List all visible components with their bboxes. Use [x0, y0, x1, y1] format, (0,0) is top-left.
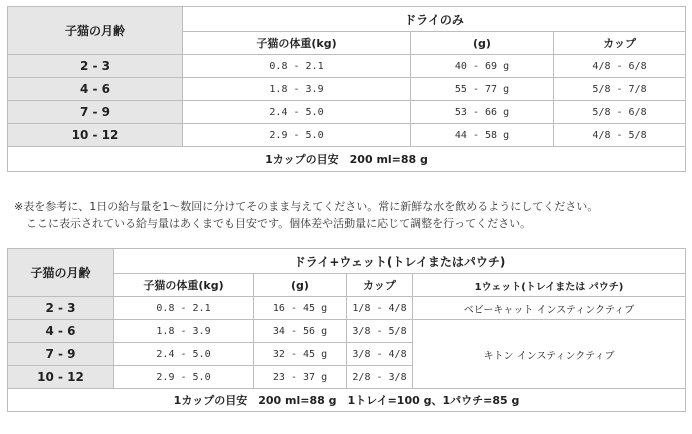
age-cell: 7 - 9	[8, 343, 114, 366]
weight-cell: 1.8 - 3.9	[114, 320, 254, 343]
cup-cell: 3/8 - 5/8	[347, 320, 413, 343]
dry-wet-feeding-table	[7, 248, 686, 412]
grams-column-header: (g)	[411, 32, 554, 55]
cup-cell: 5/8 - 7/8	[554, 78, 686, 101]
age-header: 子猫の月齢	[8, 7, 183, 55]
table-row	[8, 297, 686, 320]
wet-column-header: 1ウェット(トレイまたは パウチ)	[413, 274, 686, 297]
cup-measure-footer: 1カップの目安 200 ml=88 g	[8, 147, 686, 172]
cup-column-header: カップ	[347, 274, 413, 297]
cup-cell: 4/8 - 5/8	[554, 124, 686, 147]
grams-cell: 44 - 58 g	[411, 124, 554, 147]
age-cell: 10 - 12	[8, 366, 114, 389]
weight-column-header: 子猫の体重(kg)	[183, 32, 411, 55]
table-row	[8, 101, 686, 124]
note-line-2: ここに表示されている給与量はあくまでも目安です。個体差や活動量に応じて調整を行ってください。	[26, 217, 532, 230]
grams-cell: 55 - 77 g	[411, 78, 554, 101]
group-header: ドライのみ	[183, 7, 686, 32]
age-cell: 7 - 9	[8, 101, 183, 124]
grams-cell: 40 - 69 g	[411, 55, 554, 78]
weight-cell: 2.4 - 5.0	[114, 343, 254, 366]
table-row	[8, 55, 686, 78]
weight-cell: 0.8 - 2.1	[114, 297, 254, 320]
cup-cell: 5/8 - 6/8	[554, 101, 686, 124]
weight-cell: 1.8 - 3.9	[183, 78, 411, 101]
cup-cell: 4/8 - 6/8	[554, 55, 686, 78]
table-row	[8, 320, 686, 343]
cup-cell: 2/8 - 3/8	[347, 366, 413, 389]
weight-cell: 2.9 - 5.0	[114, 366, 254, 389]
grams-cell: 16 - 45 g	[254, 297, 347, 320]
feeding-notes	[14, 198, 684, 232]
wet-product-cell: ベビーキャット インスティンクティブ	[413, 297, 686, 320]
age-cell: 4 - 6	[8, 78, 183, 101]
age-cell: 2 - 3	[8, 55, 183, 78]
cup-cell: 1/8 - 4/8	[347, 297, 413, 320]
age-header: 子猫の月齢	[8, 249, 114, 297]
age-cell: 4 - 6	[8, 320, 114, 343]
weight-cell: 2.4 - 5.0	[183, 101, 411, 124]
weight-cell: 2.9 - 5.0	[183, 124, 411, 147]
grams-cell: 34 - 56 g	[254, 320, 347, 343]
grams-cell: 32 - 45 g	[254, 343, 347, 366]
dry-only-feeding-table	[7, 6, 686, 172]
note-line-1: ※表を参考に、1日の給与量を1～数回に分けてそのまま与えてください。常に新鮮な水を飲めるようにしてください。	[14, 200, 599, 213]
age-cell: 10 - 12	[8, 124, 183, 147]
cup-column-header: カップ	[554, 32, 686, 55]
group-header: ドライ+ウェット(トレイまたはパウチ)	[114, 249, 686, 274]
weight-cell: 0.8 - 2.1	[183, 55, 411, 78]
table-row	[8, 78, 686, 101]
grams-cell: 53 - 66 g	[411, 101, 554, 124]
grams-cell: 23 - 37 g	[254, 366, 347, 389]
cup-tray-pouch-footer: 1カップの目安 200 ml=88 g 1トレイ=100 g、1パウチ=85 g	[8, 389, 686, 412]
table-row	[8, 124, 686, 147]
grams-column-header: (g)	[254, 274, 347, 297]
age-cell: 2 - 3	[8, 297, 114, 320]
weight-column-header: 子猫の体重(kg)	[114, 274, 254, 297]
wet-product-cell: キトン インスティンクティブ	[413, 320, 686, 389]
cup-cell: 3/8 - 4/8	[347, 343, 413, 366]
